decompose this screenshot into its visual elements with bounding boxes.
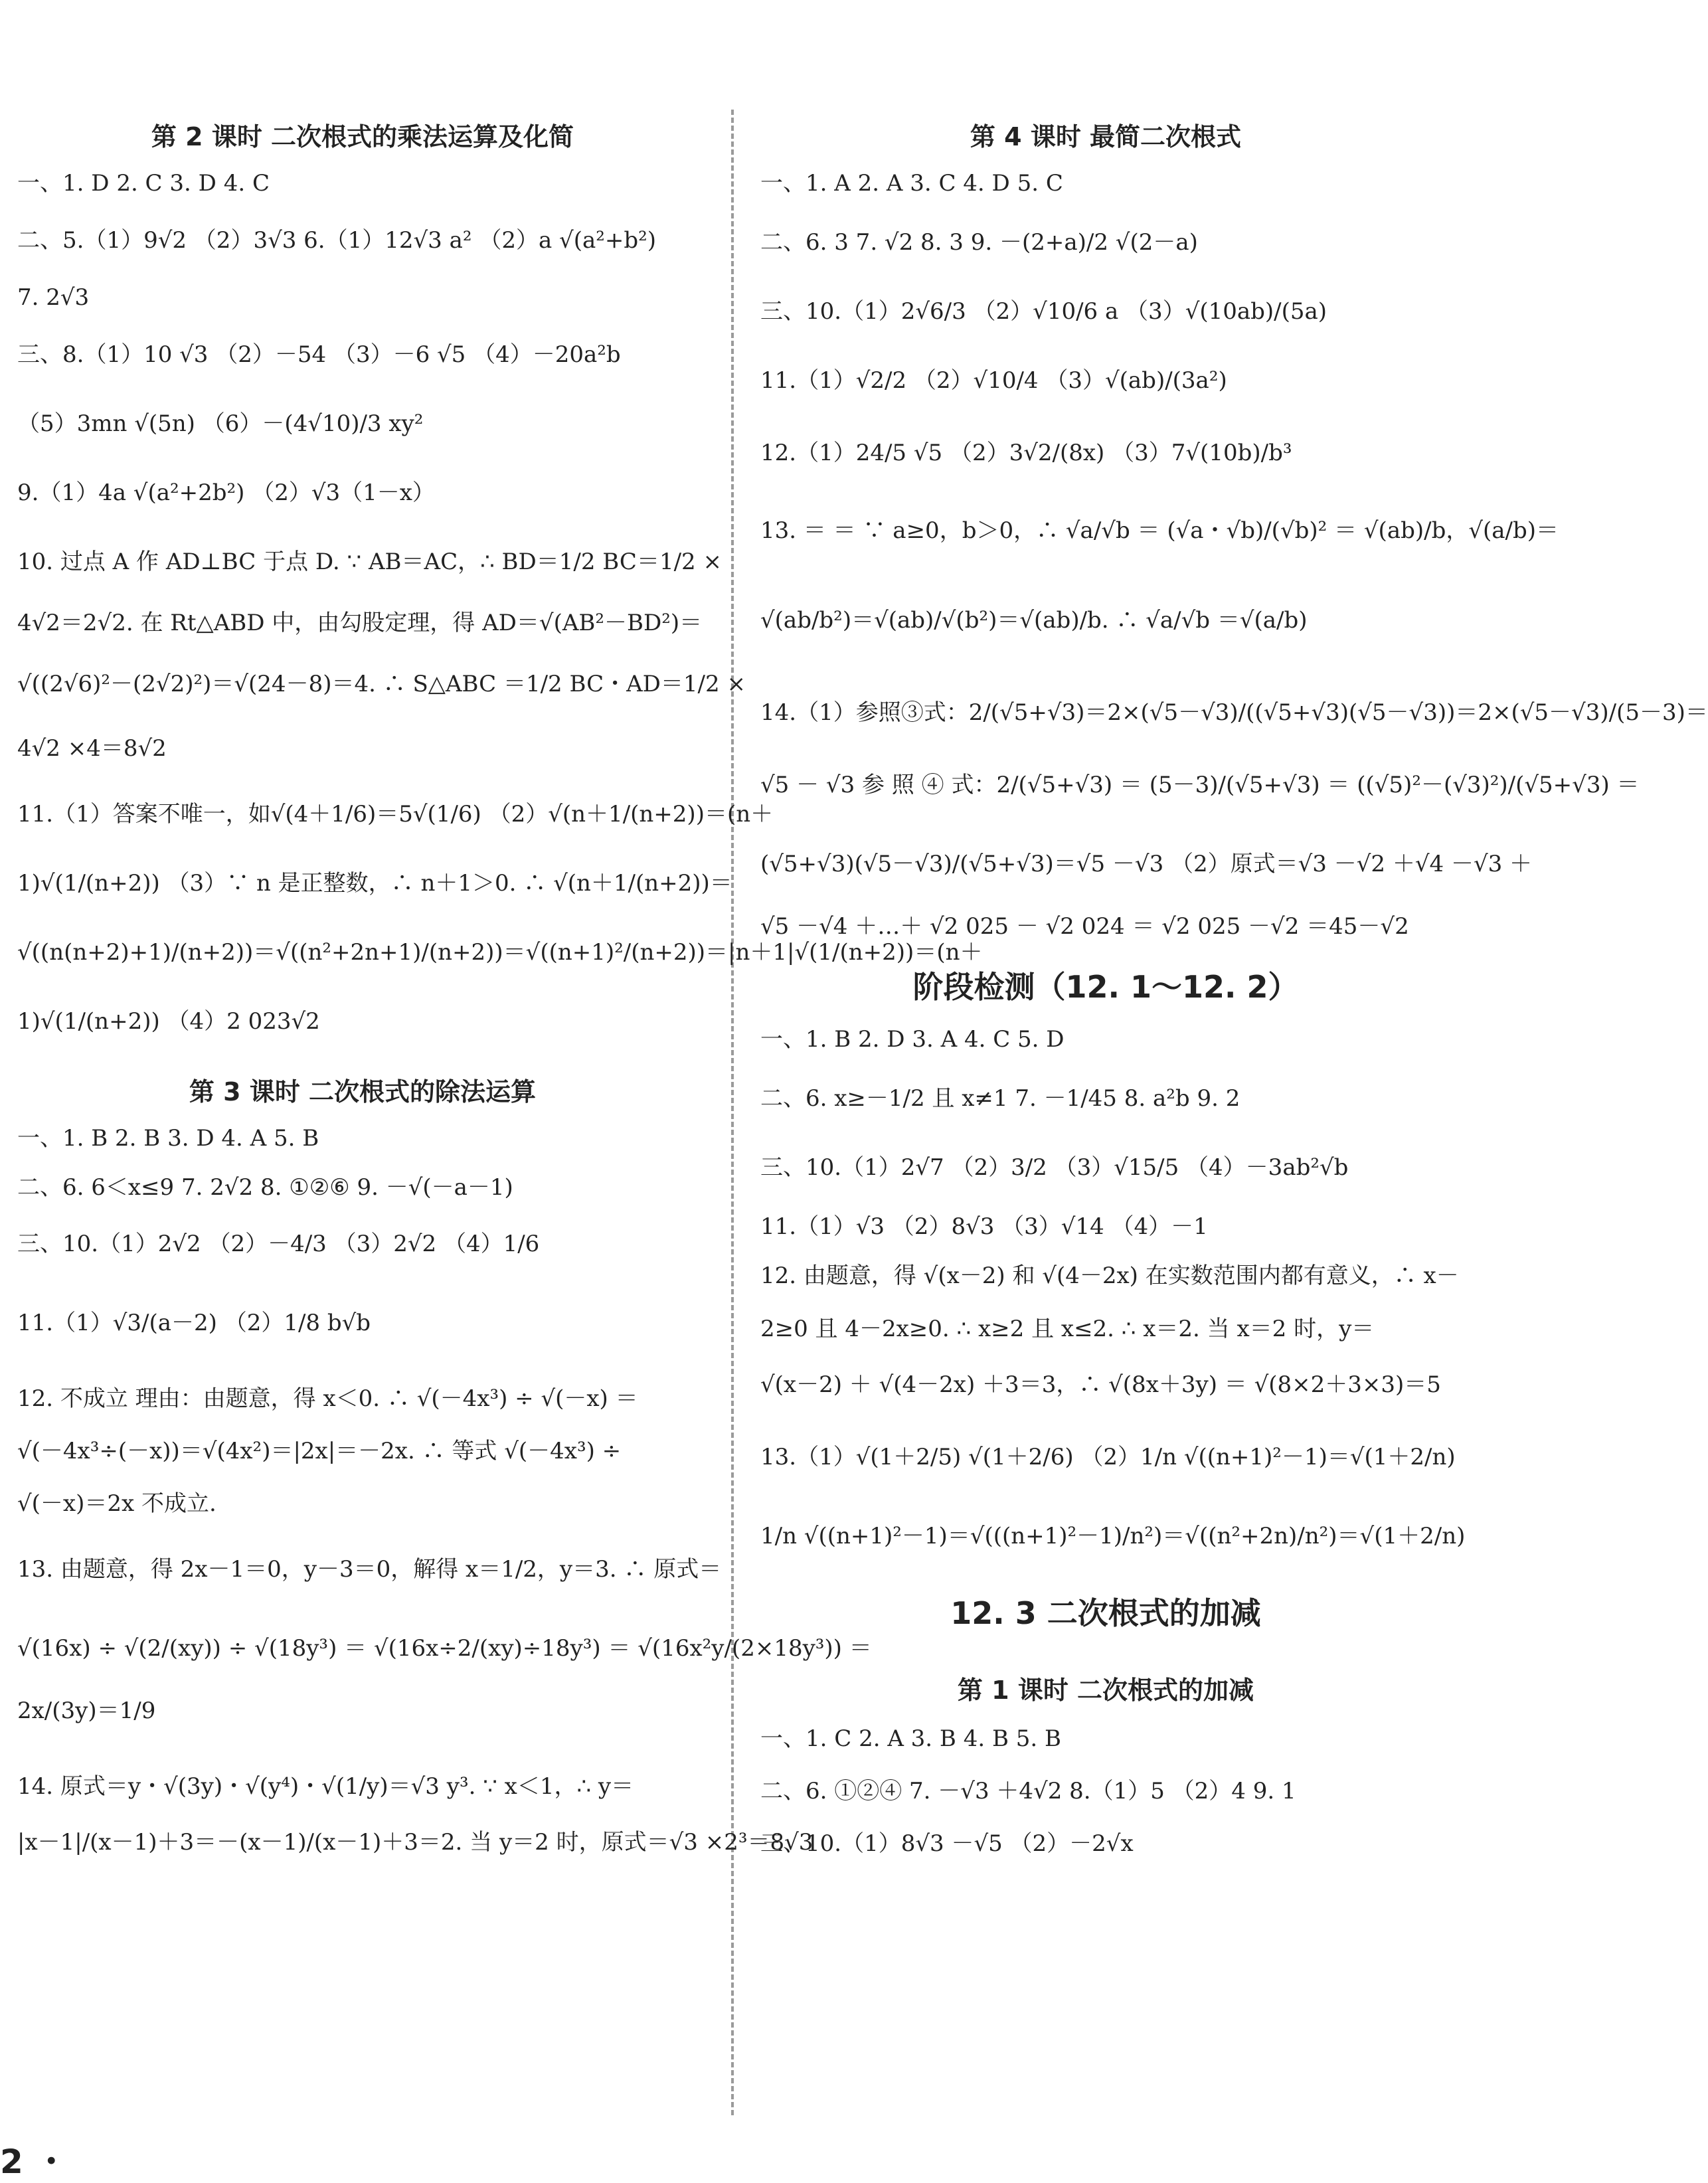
answer-line: 二、6. x≥－1/2 且 x≠1 7. －1/45 8. a²b 9. 2 bbox=[760, 1085, 1240, 1112]
answer-line: 11.（1）√2/2 （2）√10/4 （3）√(ab)/(3a²) bbox=[760, 367, 1227, 394]
answer-line: 1)√(1/(n+2)) （4）2 023√2 bbox=[17, 1008, 320, 1035]
column-divider bbox=[731, 110, 734, 2115]
answer-line: 14. 原式＝y・√(3y)・√(y⁴)・√(1/y)＝√3 y³. ∵ x＜1，∴ y＝ bbox=[17, 1773, 634, 1800]
answer-line: |x－1|/(x－1)＋3＝－(x－1)/(x－1)＋3＝2. 当 y＝2 时，原式＝√3 ×2³＝8√3 bbox=[17, 1829, 813, 1856]
answer-line: √5 － √3 参 照 ④ 式：2/(√5+√3) ＝ (5－3)/(√5+√3) ＝ ((√5)²－(√3)²)/(√5+√3) ＝ bbox=[760, 771, 1640, 798]
answer-line: 2x/(3y)＝1/9 bbox=[17, 1698, 156, 1725]
answer-line: 13.（1）√(1＋2/5) √(1＋2/6) （2）1/n √((n+1)²－1)＝√(1＋2/n) bbox=[760, 1443, 1456, 1470]
answer-line: 一、1. B 2. B 3. D 4. A 5. B bbox=[17, 1125, 319, 1152]
answer-line: 一、1. C 2. A 3. B 4. B 5. B bbox=[760, 1725, 1061, 1752]
answer-line: 12. 由题意，得 √(x－2) 和 √(4－2x) 在实数范围内都有意义，∴ x－ bbox=[760, 1263, 1459, 1290]
answer-line: 12. 不成立 理由：由题意，得 x＜0. ∴ √(－4x³) ÷ √(－x) ＝ bbox=[17, 1385, 638, 1412]
answer-line: 二、6. 6＜x≤9 7. 2√2 8. ①②⑥ 9. －√(－a－1) bbox=[17, 1174, 513, 1201]
answer-line: 二、5.（1）9√2 （2）3√3 6.（1）12√3 a² （2）a √(a²+b²) bbox=[17, 227, 657, 254]
answer-line: 11.（1）√3 （2）8√3 （3）√14 （4）－1 bbox=[760, 1213, 1208, 1241]
answer-line: 一、1. A 2. A 3. C 4. D 5. C bbox=[760, 170, 1063, 197]
answer-line: 三、10.（1）2√6/3 （2）√10/6 a （3）√(10ab)/(5a) bbox=[760, 298, 1327, 325]
answer-line: 11.（1）答案不唯一，如√(4＋1/6)＝5√(1/6) （2）√(n＋1/(n+2))＝(n＋ bbox=[17, 800, 774, 828]
answer-line: 一、1. B 2. D 3. A 4. C 5. D bbox=[760, 1026, 1065, 1053]
answer-line: 7. 2√3 bbox=[17, 284, 90, 311]
answer-line: 二、6. ①②④ 7. －√3 ＋4√2 8.（1）5 （2）4 9. 1 bbox=[760, 1777, 1296, 1804]
answer-line: 10. 过点 A 作 AD⊥BC 于点 D. ∵ AB＝AC，∴ BD＝1/2 BC＝1/2 × bbox=[17, 548, 722, 575]
answer-line: √(16x) ÷ √(2/(xy)) ÷ √(18y³) ＝ √(16x÷2/(xy)÷18y³) ＝ √(16x²y/(2×18y³)) ＝ bbox=[17, 1635, 872, 1662]
answer-line: 9.（1）4a √(a²+2b²) （2）√3（1－x） bbox=[17, 480, 435, 507]
answer-line: 11.（1）√3/(a－2) （2）1/8 b√b bbox=[17, 1309, 371, 1336]
answer-line: 13. ＝ ＝ ∵ a≥0，b＞0，∴ √a/√b ＝ (√a・√b)/(√b)² ＝ √(ab)/b，√(a/b)＝ bbox=[760, 517, 1559, 545]
answer-line: 1)√(1/(n+2)) （3）∵ n 是正整数，∴ n＋1＞0. ∴ √(n＋1/(n+2))＝ bbox=[17, 870, 732, 897]
answer-line: （5）3mn √(5n) （6）－(4√10)/3 xy² bbox=[17, 410, 424, 438]
answer-line: 4√2 ×4＝8√2 bbox=[17, 735, 167, 762]
answer-line: √((2√6)²－(2√2)²)＝√(24－8)＝4. ∴ S△ABC ＝1/2 BC・AD＝1/2 × bbox=[17, 670, 746, 697]
answer-line: 二、6. 3 7. √2 8. 3 9. －(2+a)/2 √(2－a) bbox=[760, 229, 1198, 256]
right-column bbox=[760, 100, 1708, 1858]
answer-line: √(x－2) ＋ √(4－2x) ＋3＝3，∴ √(8x＋3y) ＝ √(8×2＋3×3)＝5 bbox=[760, 1371, 1441, 1398]
answer-line: √((n(n+2)+1)/(n+2))＝√((n²+2n+1)/(n+2))＝√((n+1)²/(n+2))＝|n＋1|√(1/(n+2))＝(n＋ bbox=[17, 939, 983, 966]
answer-line: √(ab/b²)＝√(ab)/√(b²)＝√(ab)/b. ∴ √a/√b ＝√(a/b) bbox=[760, 606, 1308, 634]
section-title-lesson-2: 第 2 课时 二次根式的乘法运算及化简 bbox=[151, 122, 574, 151]
page-number: 2 ・ bbox=[0, 2142, 68, 2181]
answer-line: 三、10.（1）2√7 （2）3/2 （3）√15/5 （4）－3ab²√b bbox=[760, 1154, 1349, 1181]
answer-line: 4√2＝2√2. 在 Rt△ABD 中，由勾股定理，得 AD＝√(AB²－BD²)＝ bbox=[17, 609, 703, 636]
answer-line: √5 －√4 ＋…＋ √2 025 － √2 024 ＝ √2 025 －√2 ＝45－√2 bbox=[760, 913, 1409, 940]
answer-line: √(－4x³÷(－x))＝√(4x²)＝|2x|＝－2x. ∴ 等式 √(－4x³) ÷ bbox=[17, 1437, 622, 1464]
answer-line: 1/n √((n+1)²－1)＝√(((n+1)²－1)/n²)＝√((n²+2n)/n²)＝√(1＋2/n) bbox=[760, 1522, 1466, 1549]
answer-line: 13. 由题意，得 2x－1＝0，y－3＝0，解得 x＝1/2，y＝3. ∴ 原式＝ bbox=[17, 1555, 722, 1583]
answer-line: √(－x)＝2x 不成立. bbox=[17, 1490, 216, 1517]
answer-line: 三、8.（1）10 √3 （2）－54 （3）－6 √5 （4）－20a²b bbox=[17, 341, 621, 369]
section-subtitle-lesson-1: 第 1 课时 二次根式的加减 bbox=[957, 1675, 1254, 1705]
answer-line: 三、10.（1）8√3 －√5 （2）－2√x bbox=[760, 1830, 1134, 1858]
answer-line: (√5+√3)(√5－√3)/(√5+√3)＝√5 －√3 （2）原式＝√3 －√2 ＋√4 －√3 ＋ bbox=[760, 850, 1533, 877]
answer-line: 12.（1）24/5 √5 （2）3√2/(8x) （3）7√(10b)/b³ bbox=[760, 440, 1292, 467]
answer-line: 一、1. D 2. C 3. D 4. C bbox=[17, 170, 270, 197]
answer-line: 14.（1）参照③式：2/(√5+√3)＝2×(√5－√3)/((√5+√3)(√5－√3))＝2×(√5－√3)/(5－3)＝ bbox=[760, 699, 1708, 726]
answer-line: 三、10.（1）2√2 （2）－4/3 （3）2√2 （4）1/6 bbox=[17, 1230, 540, 1257]
section-title-stage-test: 阶段检测（12. 1～12. 2） bbox=[912, 969, 1299, 1005]
answer-line: 2≥0 且 4－2x≥0. ∴ x≥2 且 x≤2. ∴ x＝2. 当 x＝2 时，y＝ bbox=[760, 1315, 1375, 1342]
section-title-12-3: 12. 3 二次根式的加减 bbox=[950, 1595, 1261, 1631]
section-title-lesson-4: 第 4 课时 最简二次根式 bbox=[970, 122, 1242, 151]
section-title-lesson-3: 第 3 课时 二次根式的除法运算 bbox=[189, 1077, 537, 1107]
